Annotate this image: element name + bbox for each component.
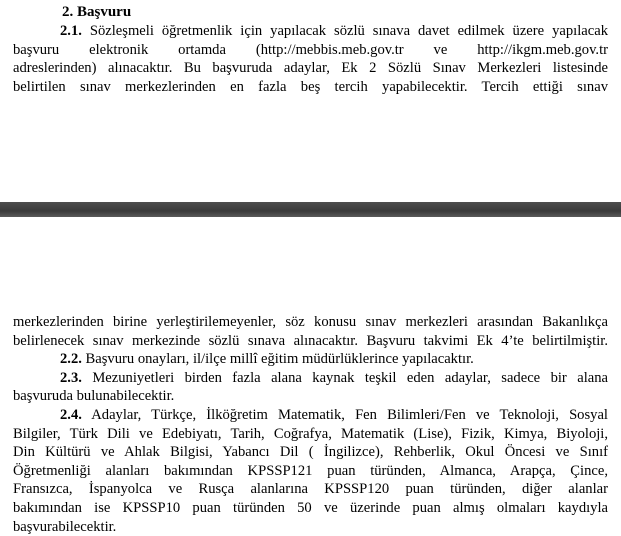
paragraph-continuation [13,313,608,536]
paragraph-line: 2.2. Başvuru onayları, il/ilçe millî eğitim müdürlüklerince yapılacaktır. [60,351,474,368]
paragraph-line: başvuru elektronik ortamda (http://mebbis.meb.gov.tr ve http://ikgm.meb.gov.tr [13,41,608,58]
paragraph-2-1 [13,22,608,96]
paragraph-line: bakımından ise KPSSP10 puan türünden 50 ve üzerinde puan almış olmaları kaydıyla [13,499,608,516]
paragraph-line: Bilgiler, Türk Dili ve Edebiyatı, Tarih, Coğrafya, Matematik (Lise), Fizik, Kimya, Biyoloji, [13,425,608,442]
paragraph-line: Din Kültürü ve Ahlak Bilgisi, Yabancı Dil ( İngilizce), Rehberlik, Okul Öncesi ve Sınıf [13,444,608,461]
paragraph-line: başvurabilecektir. [13,518,117,535]
paragraph-line: Fransızca, İspanyolca ve Rusça alanlarına KPSSP120 puan türünden, diğer alanlar [13,481,608,498]
paragraph-line: 2.1. Sözleşmeli öğretmenlik için yapılacak sözlü sınava davet edilmek üzere yapılacak [60,23,608,39]
paragraph-line: başvuruda bulunabilecektir. [13,388,175,405]
paragraph-line: belirlenecek sınav merkezinde sözlü sınava alınacaktır. Başvuru takvimi Ek 4’te belirtilmiştir. [13,332,608,349]
section-heading: 2. Başvuru [62,4,132,20]
paragraph-line: 2.4. Adaylar, Türkçe, İlköğretim Matematik, Fen Bilimleri/Fen ve Teknoloji, Sosyal [60,406,608,423]
paragraph-line: adreslerinden) alınacaktır. Bu başvuruda adaylar, Ek 2 Sözlü Sınav Merkezleri listesinde [13,60,608,77]
item-number: 2.4. [60,406,82,423]
paragraph-line: belirtilen sınav merkezlerinden en fazla beş tercih yapabilecektir. Tercih ettiği sınav [13,78,608,95]
item-number: 2.3. [60,369,82,386]
paragraph-line: 2.3. Mezuniyetleri birden fazla alana kaynak teşkil eden adaylar, sadece bir alana [60,369,608,386]
document-page-top [0,0,621,202]
item-number: 2.1. [60,23,82,39]
item-number: 2.2. [60,351,82,368]
paragraph-line: Öğretmenliği alanları bakımından KPSSP121 puan türünden, Almanca, Arapça, Çince, [13,462,608,479]
page-divider [0,202,621,217]
paragraph-line: merkezlerinden birine yerleştirilemeyenler, söz konusu sınav merkezleri arasından Bakanlıkça [13,314,608,330]
document-page-bottom [0,217,621,535]
